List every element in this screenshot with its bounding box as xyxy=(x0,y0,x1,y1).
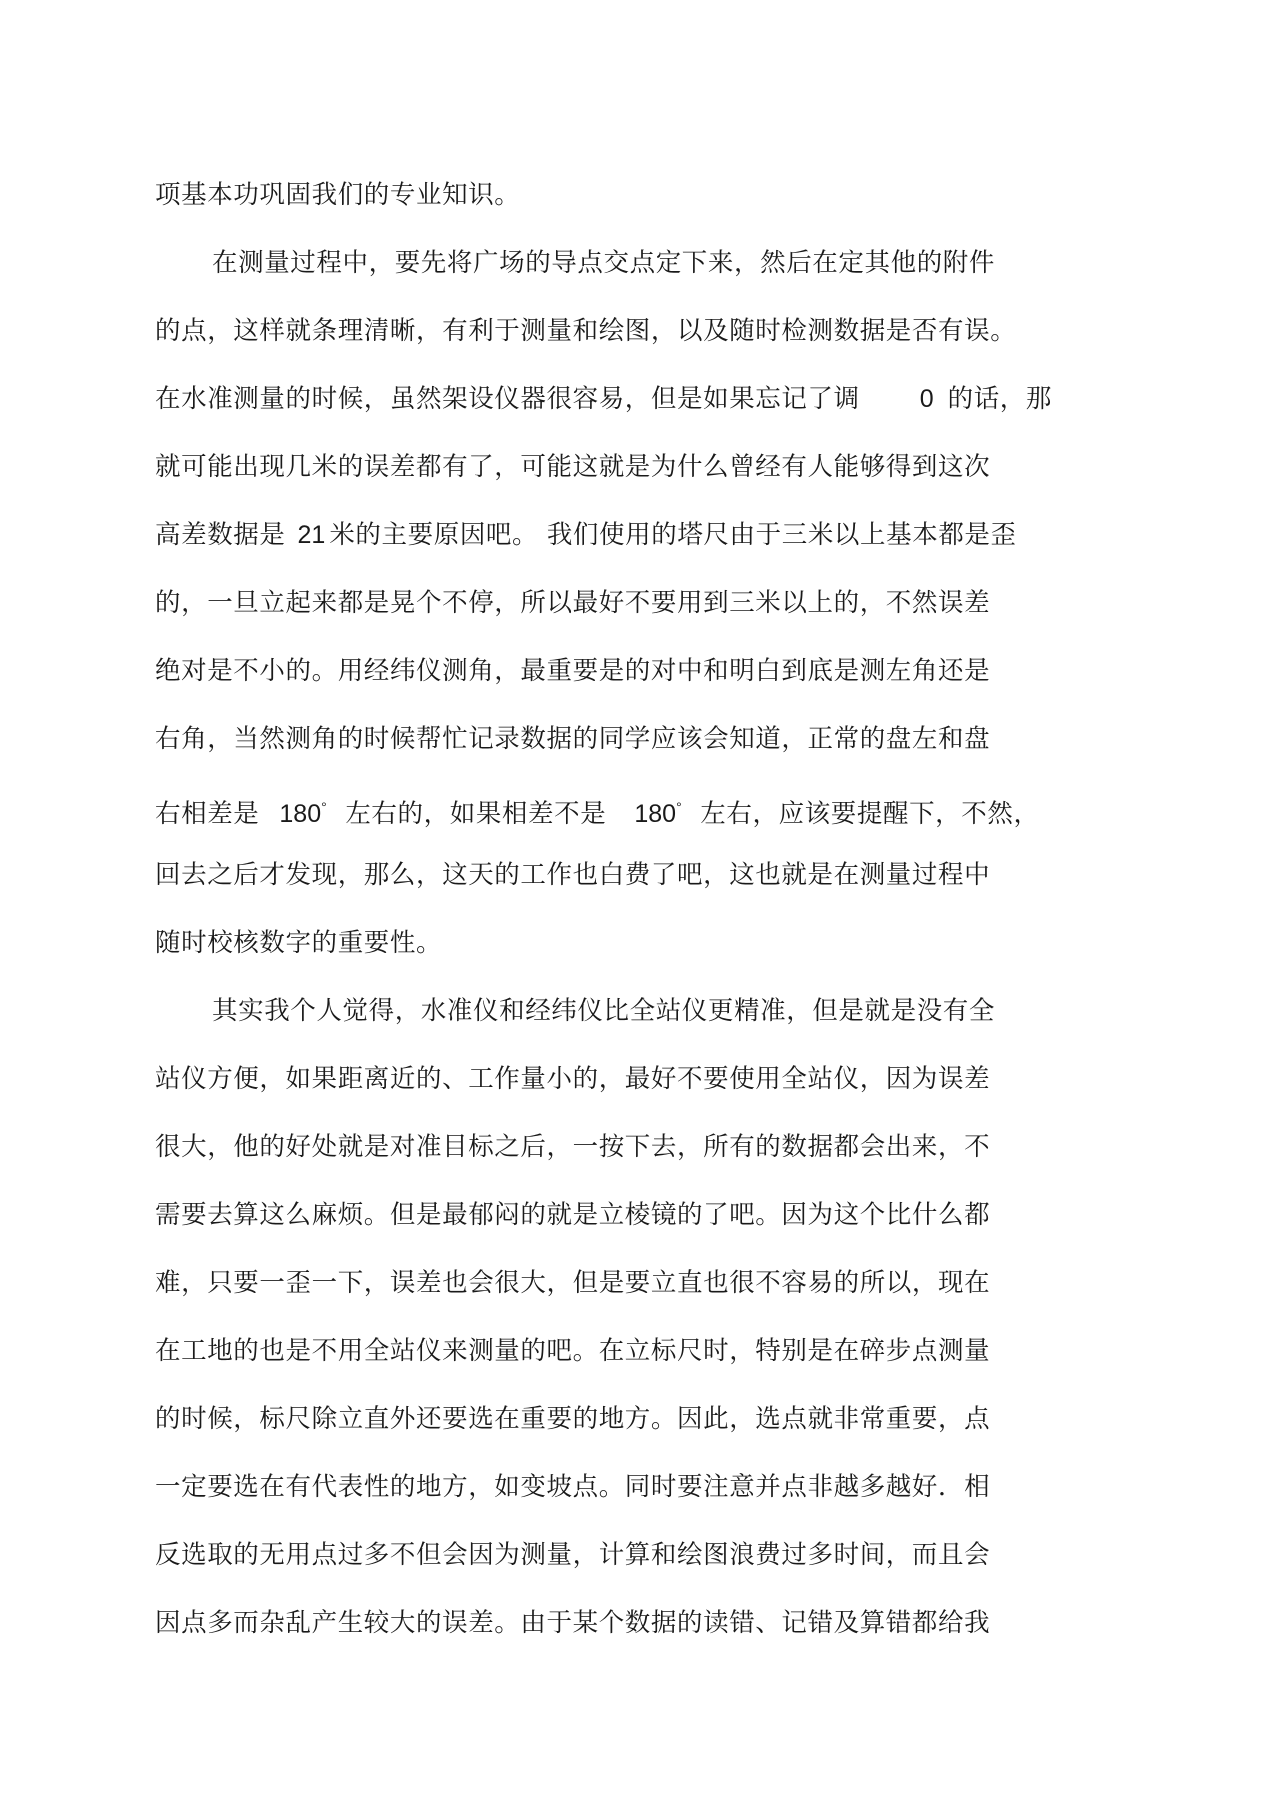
text-segment: 右相差是 xyxy=(155,799,260,829)
text-line: 反选取的无用点过多不但会因为测量，计算和绘图浪费过多时间，而且会 xyxy=(155,1540,991,1570)
text-line: 很大，他的好处就是对准目标之后，一按下去，所有的数据都会出来，不 xyxy=(155,1132,991,1162)
text-line: 就可能出现几米的误差都有了，可能这就是为什么曾经有人能够得到这次 xyxy=(155,452,991,482)
text-line: 的，一旦立起来都是晃个不停，所以最好不要用到三米以上的，不然误差 xyxy=(155,588,991,618)
text-line xyxy=(155,515,1017,555)
text-line: 右角，当然测角的时候帮忙记录数据的同学应该会知道，正常的盘左和盘 xyxy=(155,724,991,754)
paragraph-start-line: 其实我个人觉得，水准仪和经纬仪比全站仪更精准，但是就是没有全 xyxy=(212,996,996,1026)
text-line: 回去之后才发现，那么，这天的工作也白费了吧，这也就是在测量过程中 xyxy=(155,860,991,890)
text-line: 站仪方便，如果距离近的、工作量小的，最好不要使用全站仪，因为误差 xyxy=(155,1064,991,1094)
text-line: 项基本功巩固我们的专业知识。 xyxy=(155,180,521,210)
text-segment: 高差数据是 xyxy=(155,520,286,550)
text-line: 在工地的也是不用全站仪来测量的吧。在立标尺时，特别是在碎步点测量 xyxy=(155,1336,991,1366)
text-line: 绝对是不小的。用经纬仪测角，最重要是的对中和明白到底是测左角还是 xyxy=(155,656,991,686)
text-segment: 左右的，如果相差不是 xyxy=(345,799,607,829)
degree-symbol: ° xyxy=(676,799,683,815)
number-value: 21 xyxy=(297,521,326,549)
text-line: 需要去算这么麻烦。但是最郁闷的就是立棱镜的了吧。因为这个比什么都 xyxy=(155,1200,991,1230)
text-segment: 米的主要原因吧。 我们使用的塔尺由于三米以上基本都是歪 xyxy=(329,520,1017,550)
text-line: 一定要选在有代表性的地方，如变坡点。同时要注意并点非越多越好．相 xyxy=(155,1472,991,1502)
text-line: 的点，这样就条理清晰，有利于测量和绘图，以及随时检测数据是否有误。 xyxy=(155,316,1017,346)
text-segment: 在水准测量的时候，虽然架设仪器很容易，但是如果忘记了调 xyxy=(155,384,860,414)
number-value: 0 xyxy=(919,385,934,413)
text-line: 因点多而杂乱产生较大的误差。由于某个数据的读错、记错及算错都给我 xyxy=(155,1608,991,1638)
number-value: 180 xyxy=(634,800,677,828)
text-segment: 左右，应该要提醒下，不然， xyxy=(700,799,1040,829)
text-line xyxy=(155,379,1052,419)
text-line: 随时校核数字的重要性。 xyxy=(155,928,443,958)
degree-symbol: ° xyxy=(321,799,328,815)
text-line: 的时候，标尺除立直外还要选在重要的地方。因此，选点就非常重要，点 xyxy=(155,1404,991,1434)
paragraph-start-line: 在测量过程中，要先将广场的导点交点定下来，然后在定其他的附件 xyxy=(212,248,996,278)
number-value: 180 xyxy=(279,800,322,828)
text-line: 难，只要一歪一下，误差也会很大，但是要立直也很不容易的所以，现在 xyxy=(155,1268,991,1298)
text-segment: 的话，那 xyxy=(947,384,1053,414)
text-line xyxy=(155,787,1040,827)
